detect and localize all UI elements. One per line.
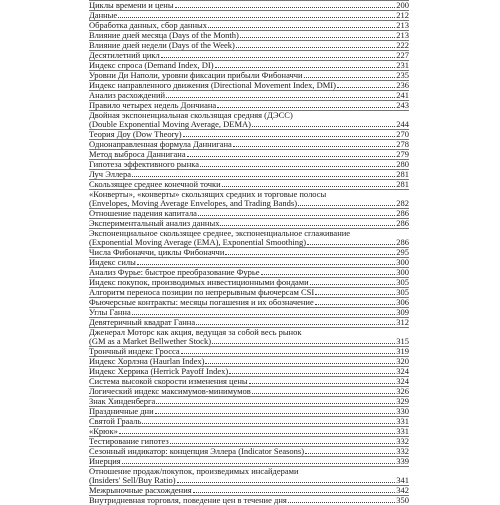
dot-leader xyxy=(142,423,395,424)
toc-entry-line xyxy=(89,427,409,436)
dot-leader xyxy=(181,353,396,354)
toc-entry-line xyxy=(89,417,409,426)
entry-page-number: 329 xyxy=(396,396,409,406)
entry-page-number: 330 xyxy=(396,406,409,416)
entry-title: Луч Эллера xyxy=(89,169,131,179)
toc-entry xyxy=(89,189,409,208)
entry-title: Алгоритм переноса позиции по непрерывным фьючерсам CSI xyxy=(89,287,315,297)
toc-entry xyxy=(89,356,409,366)
toc-entry xyxy=(89,139,409,149)
entry-rule xyxy=(89,436,409,437)
entry-rule xyxy=(89,159,409,160)
entry-rule xyxy=(89,247,409,248)
entry-rule xyxy=(89,10,409,11)
toc-entry-line xyxy=(89,457,409,466)
dot-leader xyxy=(305,453,395,454)
entry-page-number: 227 xyxy=(396,50,409,60)
entry-page-number: 342 xyxy=(396,485,409,495)
toc-entry xyxy=(89,208,409,218)
toc-entry xyxy=(89,50,409,60)
toc-entry-line xyxy=(89,387,409,396)
toc-entry xyxy=(89,277,409,287)
entry-page-number: 312 xyxy=(396,317,409,327)
toc-entry-line xyxy=(89,298,409,307)
toc-entry xyxy=(89,287,409,297)
entry-rule xyxy=(89,129,409,130)
toc-entry xyxy=(89,100,409,110)
entry-rule xyxy=(89,30,409,31)
entry-title: Индекс направленного движения (Directional Movement Index, DMI) xyxy=(89,80,336,90)
dot-leader xyxy=(252,126,395,127)
dot-leader xyxy=(132,176,395,177)
entry-title: Анализ расхождений xyxy=(89,90,166,100)
toc-entry xyxy=(89,386,409,396)
entry-page-number: 305 xyxy=(396,277,409,287)
toc-entry xyxy=(89,30,409,40)
toc-entry xyxy=(89,456,409,466)
entry-page-number: 295 xyxy=(396,247,409,257)
toc-entry xyxy=(89,446,409,456)
toc-entry xyxy=(89,60,409,70)
entry-title: Индекс спроса (Demand Index, DI) xyxy=(89,60,214,70)
entry-page-number: 200 xyxy=(396,0,409,10)
toc-entry xyxy=(89,40,409,50)
toc-entry-line xyxy=(89,219,409,228)
entry-page-number: 281 xyxy=(396,179,409,189)
entry-title: Индекс силы xyxy=(89,257,136,267)
entry-page-number: 315 xyxy=(396,336,409,346)
dot-leader xyxy=(236,47,395,48)
dot-leader xyxy=(175,7,396,8)
entry-title: Двойная экспоненциальная скользящая средняя (ДЭСС) xyxy=(89,110,293,120)
entry-page-number: 243 xyxy=(396,100,409,110)
entry-rule xyxy=(89,110,409,111)
entry-title: Знак Хинденберга xyxy=(89,396,156,406)
entry-rule xyxy=(89,40,409,41)
toc-entry-line xyxy=(89,41,409,50)
entry-page-number: 306 xyxy=(396,297,409,307)
toc-entry xyxy=(89,20,409,30)
entry-title: «Крюк» xyxy=(89,426,118,436)
dot-leader xyxy=(310,284,396,285)
entry-rule xyxy=(89,297,409,298)
entry-title: Отношение продаж/покупок, произведимых инсайдерами xyxy=(89,466,299,476)
toc-entry xyxy=(89,159,409,169)
entry-rule xyxy=(89,366,409,367)
entry-title: (Exponential Moving Average (EMA), Exponential Smoothing) xyxy=(89,237,307,247)
toc-entry-line xyxy=(89,248,409,257)
toc-entry-line xyxy=(89,367,409,376)
toc-entry-line xyxy=(89,407,409,416)
toc-entry-line xyxy=(89,337,409,346)
entry-title: Сезонный индикатор: концепция Эллера (Indicator Seasons) xyxy=(89,446,305,456)
toc-entry-line xyxy=(89,288,409,297)
dot-leader xyxy=(161,57,395,58)
entry-page-number: 332 xyxy=(396,446,409,456)
entry-page-number: 236 xyxy=(396,80,409,90)
toc-entry-line xyxy=(89,91,409,100)
dot-leader xyxy=(122,463,396,464)
entry-page-number: 324 xyxy=(396,366,409,376)
toc-entry xyxy=(89,90,409,100)
entry-rule xyxy=(89,267,409,268)
toc-entry-line xyxy=(89,268,409,277)
dot-leader xyxy=(208,27,395,28)
dot-leader xyxy=(118,17,395,18)
entry-title: Праздничные дни xyxy=(89,406,154,416)
entry-page-number: 341 xyxy=(396,475,409,485)
entry-page-number: 278 xyxy=(396,139,409,149)
entry-rule xyxy=(89,356,409,357)
toc-entry-line xyxy=(89,11,409,20)
entry-rule xyxy=(89,446,409,447)
toc-entry-line xyxy=(89,486,409,495)
entry-rule xyxy=(89,346,409,347)
entry-rule xyxy=(89,495,409,496)
entry-rule xyxy=(89,20,409,21)
entry-title: Девятеричный квадрат Ганна xyxy=(89,317,196,327)
entry-title: Влияние дней месяца (Days of the Month) xyxy=(89,30,239,40)
toc-entry-line xyxy=(89,101,409,110)
toc-entry xyxy=(89,228,409,247)
entry-title: Инерция xyxy=(89,456,121,466)
toc-entry-line xyxy=(89,278,409,287)
entry-title: (GM as a Market Bellwether Stock) xyxy=(89,336,212,346)
entry-rule xyxy=(89,485,409,486)
entry-title: Внутридневная торговля, поведение цен в течение дня xyxy=(89,495,287,505)
entry-rule xyxy=(89,257,409,258)
entry-page-number: 319 xyxy=(396,346,409,356)
entry-page-number: 332 xyxy=(396,436,409,446)
toc-entry-line xyxy=(89,377,409,386)
entry-rule xyxy=(89,80,409,81)
dot-leader xyxy=(215,67,396,68)
toc-entry-line xyxy=(89,150,409,159)
toc-entry xyxy=(89,179,409,189)
toc-entry-line xyxy=(89,1,409,10)
toc-entry xyxy=(89,307,409,317)
entry-page-number: 305 xyxy=(396,287,409,297)
toc-entry-line xyxy=(89,130,409,139)
toc-entry xyxy=(89,70,409,80)
entry-title: Логический индекс максимумов-минимумов xyxy=(89,386,251,396)
toc-entry xyxy=(89,406,409,416)
toc-entry xyxy=(89,218,409,228)
entry-page-number: 212 xyxy=(396,10,409,20)
entry-title: (Double Exponential Moving Average, DEMA) xyxy=(89,119,252,129)
toc-entry xyxy=(89,416,409,426)
dot-leader xyxy=(166,97,395,98)
toc-entry-line xyxy=(89,21,409,30)
entry-title: Индекс Херрика (Herrick Payoff Index) xyxy=(89,366,229,376)
dot-leader xyxy=(233,146,395,147)
toc-entry xyxy=(89,0,409,10)
toc-entry xyxy=(89,10,409,20)
dot-leader xyxy=(155,413,396,414)
entry-page-number: 309 xyxy=(396,307,409,317)
dot-leader xyxy=(200,166,395,167)
dot-leader xyxy=(315,294,395,295)
entry-title: Влияние дней недели (Days of the Week) xyxy=(89,40,235,50)
toc-entry-line xyxy=(89,160,409,169)
entry-title: «Конверты», «конверты» скользящих средних и торговые полосы xyxy=(89,189,327,199)
dot-leader xyxy=(229,373,395,374)
toc-entry-line xyxy=(89,476,409,485)
toc-entry-line xyxy=(89,258,409,267)
toc-entry-line xyxy=(89,51,409,60)
toc-entry xyxy=(89,495,409,505)
entry-title: Десятилетний цикл xyxy=(89,50,160,60)
dot-leader xyxy=(252,393,396,394)
toc-entry-line xyxy=(89,71,409,80)
toc-entry xyxy=(89,366,409,376)
entry-title: Межрыночные расхождения xyxy=(89,485,192,495)
entry-title: Дженерал Моторс как акция, ведущая за собой весь рынок xyxy=(89,327,302,337)
toc-entry-line xyxy=(89,31,409,40)
toc-entry-line xyxy=(89,318,409,327)
entry-page-number: 286 xyxy=(396,237,409,247)
entry-rule xyxy=(89,218,409,219)
toc-entry-line xyxy=(89,170,409,179)
entry-rule xyxy=(89,396,409,397)
entry-title: Система высокой скорости изменения цены xyxy=(89,376,248,386)
entry-title: Метод выброса Даннигана xyxy=(89,149,186,159)
entry-page-number: 324 xyxy=(396,376,409,386)
entry-title: Данные xyxy=(89,10,118,20)
toc-entry xyxy=(89,267,409,277)
entry-page-number: 350 xyxy=(396,495,409,505)
entry-rule xyxy=(89,228,409,229)
dot-leader xyxy=(196,324,395,325)
entry-rule xyxy=(89,317,409,318)
toc-entry xyxy=(89,80,409,90)
entry-title: Индекс Хорлэна (Haurlan Index) xyxy=(89,356,205,366)
entry-rule xyxy=(89,179,409,180)
entry-page-number: 213 xyxy=(396,30,409,40)
entry-rule xyxy=(89,426,409,427)
entry-rule xyxy=(89,139,409,140)
entry-page-number: 326 xyxy=(396,386,409,396)
dot-leader xyxy=(225,254,395,255)
dot-leader xyxy=(315,304,396,305)
entry-page-number: 300 xyxy=(396,267,409,277)
entry-title: Теория Доу (Dow Theory) xyxy=(89,129,182,139)
table-of-contents xyxy=(89,0,409,505)
entry-rule xyxy=(89,0,409,1)
dot-leader xyxy=(183,136,396,137)
entry-title: (Envelopes, Moving Average Envelopes, and Trading Bands) xyxy=(89,198,298,208)
entry-rule xyxy=(89,287,409,288)
entry-rule xyxy=(89,100,409,101)
toc-entry-line xyxy=(89,496,409,505)
dot-leader xyxy=(170,443,396,444)
dot-leader xyxy=(307,244,395,245)
entry-rule xyxy=(89,90,409,91)
toc-entry-line xyxy=(89,238,409,247)
dot-leader xyxy=(217,107,395,108)
entry-rule xyxy=(89,70,409,71)
entry-rule xyxy=(89,189,409,190)
dot-leader xyxy=(187,156,396,157)
entry-title: (Insiders' Sell/Buy Ratio) xyxy=(89,475,176,485)
entry-page-number: 280 xyxy=(396,159,409,169)
dot-leader xyxy=(193,492,396,493)
entry-rule xyxy=(89,277,409,278)
dot-leader xyxy=(198,215,395,216)
toc-entry xyxy=(89,485,409,495)
entry-rule xyxy=(89,60,409,61)
toc-entry-line xyxy=(89,397,409,406)
toc-entry-line xyxy=(89,81,409,90)
toc-entry xyxy=(89,247,409,257)
entry-rule xyxy=(89,208,409,209)
entry-page-number: 300 xyxy=(396,257,409,267)
dot-leader xyxy=(212,343,395,344)
dot-leader xyxy=(337,87,395,88)
toc-entry-line xyxy=(89,447,409,456)
toc-entry-line xyxy=(89,437,409,446)
dot-leader xyxy=(240,37,395,38)
entry-page-number: 331 xyxy=(396,426,409,436)
entry-page-number: 320 xyxy=(396,356,409,366)
entry-title: Тестирование гипотез xyxy=(89,436,169,446)
toc-entry xyxy=(89,149,409,159)
entry-page-number: 222 xyxy=(396,40,409,50)
toc-entry-line xyxy=(89,357,409,366)
toc-entry-line xyxy=(89,199,409,208)
entry-title: Анализ Фурье: быстрое преобразование Фурье xyxy=(89,267,260,277)
entry-title: Углы Ганна xyxy=(89,307,131,317)
entry-page-number: 281 xyxy=(396,169,409,179)
entry-rule xyxy=(89,169,409,170)
dot-leader xyxy=(222,186,396,187)
toc-entry xyxy=(89,317,409,327)
entry-page-number: 286 xyxy=(396,208,409,218)
toc-entry xyxy=(89,426,409,436)
entry-title: Однонаправленная формула Даннигана xyxy=(89,139,232,149)
toc-entry-line xyxy=(89,180,409,189)
toc-entry xyxy=(89,297,409,307)
entry-title: Гипотеза эффективного рынка xyxy=(89,159,200,169)
dot-leader xyxy=(220,225,395,226)
entry-title: Числа Фибоначчи, циклы Фибоначчи xyxy=(89,247,225,257)
entry-rule xyxy=(89,149,409,150)
entry-rule xyxy=(89,466,409,467)
entry-title: Отношение падения капитала xyxy=(89,208,197,218)
entry-title: Скользящее среднее конечной точки xyxy=(89,179,221,189)
toc-entry xyxy=(89,376,409,386)
entry-title: Циклы времени и цены xyxy=(89,0,174,10)
entry-page-number: 282 xyxy=(396,198,409,208)
entry-page-number: 279 xyxy=(396,149,409,159)
dot-leader xyxy=(137,264,395,265)
dot-leader xyxy=(177,482,396,483)
entry-title: Трончный индекс Гросса xyxy=(89,346,180,356)
entry-title: Экспериментальный анализ данных xyxy=(89,218,220,228)
entry-page-number: 231 xyxy=(396,60,409,70)
toc-entry xyxy=(89,436,409,446)
dot-leader xyxy=(205,363,395,364)
entry-title: Фьючерсные контракты: месяцы погашения и их обозначение xyxy=(89,297,314,307)
entry-page-number: 286 xyxy=(396,218,409,228)
toc-entry-line xyxy=(89,140,409,149)
entry-rule xyxy=(89,416,409,417)
entry-rule xyxy=(89,50,409,51)
entry-title: Правило четырех недель Дончиана xyxy=(89,100,217,110)
entry-page-number: 270 xyxy=(396,129,409,139)
dot-leader xyxy=(298,205,395,206)
entry-rule xyxy=(89,307,409,308)
toc-entry xyxy=(89,169,409,179)
entry-title: Обработка данных, сбор данных xyxy=(89,20,207,30)
entry-page-number: 331 xyxy=(396,416,409,426)
toc-entry xyxy=(89,396,409,406)
entry-page-number: 213 xyxy=(396,20,409,30)
dot-leader xyxy=(249,383,396,384)
entry-page-number: 339 xyxy=(396,456,409,466)
entry-page-number: 235 xyxy=(396,70,409,80)
entry-title: Святой Грааль xyxy=(89,416,142,426)
entry-title: Индекс покупок, производимых инвестиционными фондами xyxy=(89,277,309,287)
entry-title: Уровни Ди Наполи, уровни фиксации прибыли Фибоначчи xyxy=(89,70,303,80)
dot-leader xyxy=(156,403,395,404)
entry-rule xyxy=(89,327,409,328)
toc-entry xyxy=(89,257,409,267)
toc-entry-line xyxy=(89,120,409,129)
toc-entry xyxy=(89,466,409,485)
dot-leader xyxy=(119,433,395,434)
toc-entry-line xyxy=(89,61,409,70)
dot-leader xyxy=(304,77,396,78)
entry-rule xyxy=(89,386,409,387)
entry-rule xyxy=(89,456,409,457)
toc-entry xyxy=(89,346,409,356)
toc-entry xyxy=(89,110,409,129)
entry-rule xyxy=(89,406,409,407)
entry-title: Экспоненциальное скользящее среднее, экспоненциальное сглаживание xyxy=(89,228,351,238)
dot-leader xyxy=(261,274,396,275)
entry-page-number: 241 xyxy=(396,90,409,100)
dot-leader xyxy=(288,502,395,503)
toc-entry xyxy=(89,129,409,139)
entry-page-number: 244 xyxy=(396,119,409,129)
toc-entry-line xyxy=(89,209,409,218)
entry-rule xyxy=(89,376,409,377)
dot-leader xyxy=(132,314,396,315)
toc-entry-line xyxy=(89,347,409,356)
toc-entry-line xyxy=(89,308,409,317)
toc-entry xyxy=(89,327,409,346)
